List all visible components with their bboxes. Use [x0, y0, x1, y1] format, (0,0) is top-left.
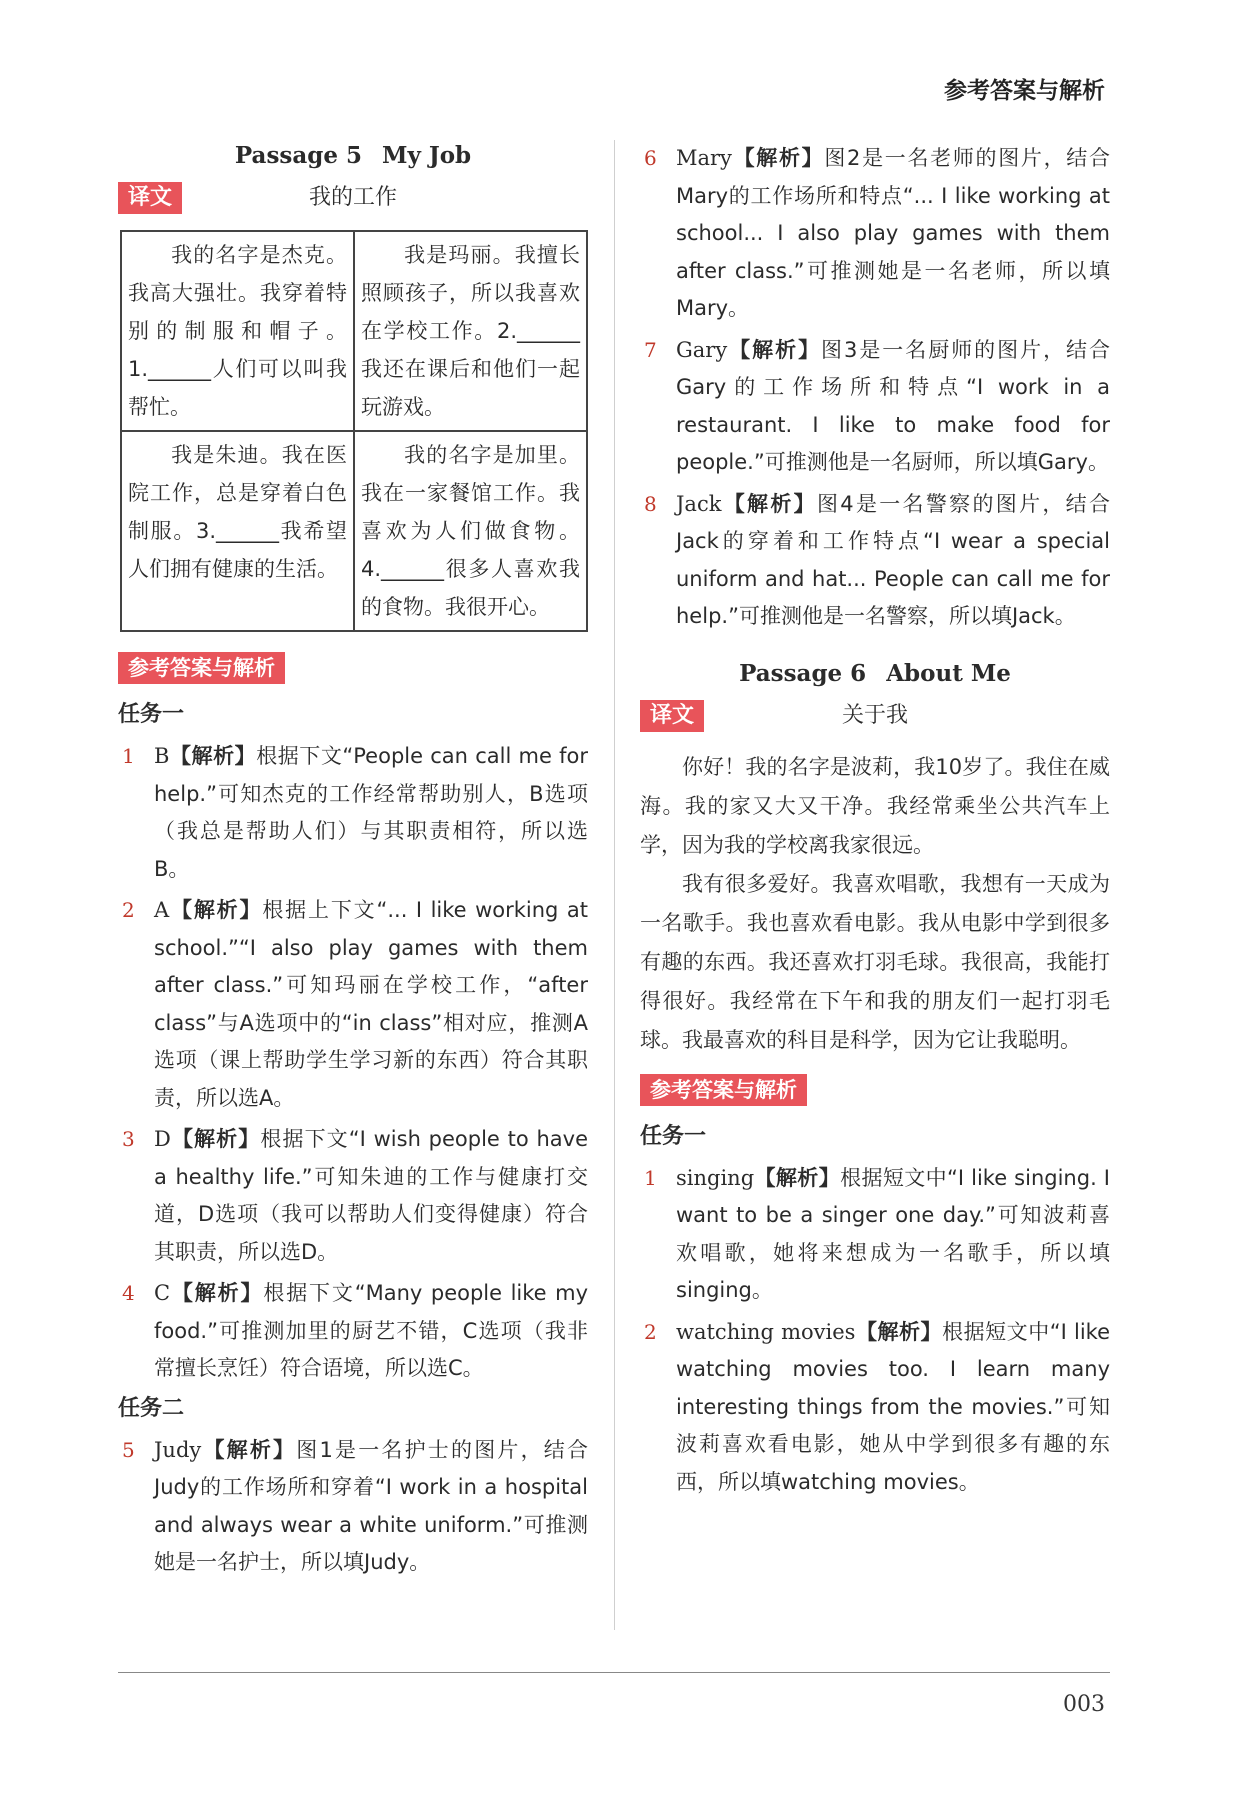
answer-item: 3 D【解析】根据下文“I wish people to have a healthy life.”可知朱迪的工作与健康打交道，D选项（我可以帮助人们变得健康）符合其职责，所以选D。: [122, 1127, 589, 1264]
passage-name: About Me: [886, 659, 1011, 687]
answer-item: 1 singing【解析】根据短文中“I like singing. I want to be a singer one day.”可知波莉喜欢唱歌，她将来想成为一名歌手，所以填singing。: [644, 1165, 1111, 1302]
passage-5-title: [118, 140, 588, 172]
translation-title: 我的工作: [308, 185, 397, 210]
translation-paragraph: 你好！我的名字是波莉，我10岁了。我住在威海。我的家又大又干净。我经常乘坐公共汽车上学，因为我的学校离我家很远。: [640, 754, 1110, 857]
translation-table: [120, 230, 588, 632]
table-cell-mary: 我是玛丽。我擅长照顾孩子，所以我喜欢在学校工作。2.______我还在课后和他们一起玩游戏。: [354, 231, 587, 431]
translation-header: [640, 700, 1110, 740]
task-two-heading: 任务二: [118, 1395, 185, 1421]
page-number: 003: [1063, 1692, 1105, 1717]
passage-number: Passage 6: [739, 659, 867, 687]
answer-item: 6 Mary【解析】图2是一名老师的图片，结合Mary的工作场所和特点“... I like working at school... I also play games with them after class.”可推测她是一名老师，所以填Mary。: [644, 146, 1110, 320]
passage-6-title: [640, 658, 1110, 690]
answers-tag: 参考答案与解析: [118, 652, 285, 684]
header-title: 参考答案与解析: [944, 78, 1105, 104]
answer-item: 8 Jack【解析】图4是一名警察的图片，结合Jack的穿着和工作特点“I wear a special uniform and hat... People can call me for help.”可推测他是一名警察，所以填Jack。: [644, 491, 1110, 628]
passage-number: Passage 5: [234, 142, 362, 169]
translation-tag: 译文: [118, 182, 182, 214]
answer-item: 2 watching movies【解析】根据短文中“I like watching movies too. I learn many interesting things from the movies.”可知波莉喜欢看电影，她从中学到很多有趣的东西，所以填watching movies。: [644, 1319, 1111, 1494]
translation-paragraph: 我有很多爱好。我喜欢唱歌，我想有一天成为一名歌手。我也喜欢看电影。我从电影中学到很多有趣的东西。我还喜欢打羽毛球。我很高，我能打得很好。我经常在下午和我的朋友们一起打羽毛球。我最喜欢的科目是科学，因为它让我聪明。: [640, 871, 1110, 1052]
answers-tag: 参考答案与解析: [640, 1074, 807, 1106]
column-divider: [614, 140, 615, 1630]
task-one-heading: 任务一: [640, 1123, 707, 1149]
table-cell-jack: 我的名字是杰克。我高大强壮。我穿着特别的制服和帽子。1.______人们可以叫我帮忙。: [121, 231, 354, 431]
answer-item: 1 B【解析】根据下文“People can call me for help.”可知杰克的工作经常帮助别人，B选项（我总是帮助人们）与其职责相符，所以选B。: [122, 744, 588, 881]
left-column: [118, 140, 588, 1586]
answer-item: 4 C【解析】根据下文“Many people like my food.”可推测加里的厨艺不错，C选项（我非常擅长烹饪）符合语境，所以选C。: [122, 1281, 589, 1380]
answer-item: 7 Gary【解析】图3是一名厨师的图片，结合Gary的工作场所和特点“I work in a restaurant. I like to make food for people.”可推测他是一名厨师，所以填Gary。: [644, 337, 1110, 474]
passage-name: My Job: [381, 142, 472, 169]
translation-title: 关于我: [841, 702, 908, 728]
table-cell-gary: 我的名字是加里。我在一家餐馆工作。我喜欢为人们做食物。4.______很多人喜欢我的食物。我很开心。: [354, 431, 587, 631]
answer-item: 2 A【解析】根据上下文“... I like working at school.”“I also play games with them after class.”可知玛丽在学校工作，“after class”与A选项中的“in class”相对应，推测A选项（课上帮助学生学习新的东西）符合其职责，所以选A。: [122, 898, 588, 1110]
footer-rule: [118, 1672, 1110, 1673]
answer-item: 5 Judy【解析】图1是一名护士的图片，结合Judy的工作场所和穿着“I work in a hospital and always wear a white uniform.”可推测她是一名护士，所以填Judy。: [122, 1437, 588, 1574]
translation-tag: 译文: [640, 700, 704, 732]
table-cell-judy: 我是朱迪。我在医院工作，总是穿着白色制服。3.______我希望人们拥有健康的生活。: [121, 431, 354, 631]
translation-header: [118, 182, 588, 222]
right-column: [640, 140, 1110, 1505]
task-one-heading: 任务一: [118, 702, 185, 727]
